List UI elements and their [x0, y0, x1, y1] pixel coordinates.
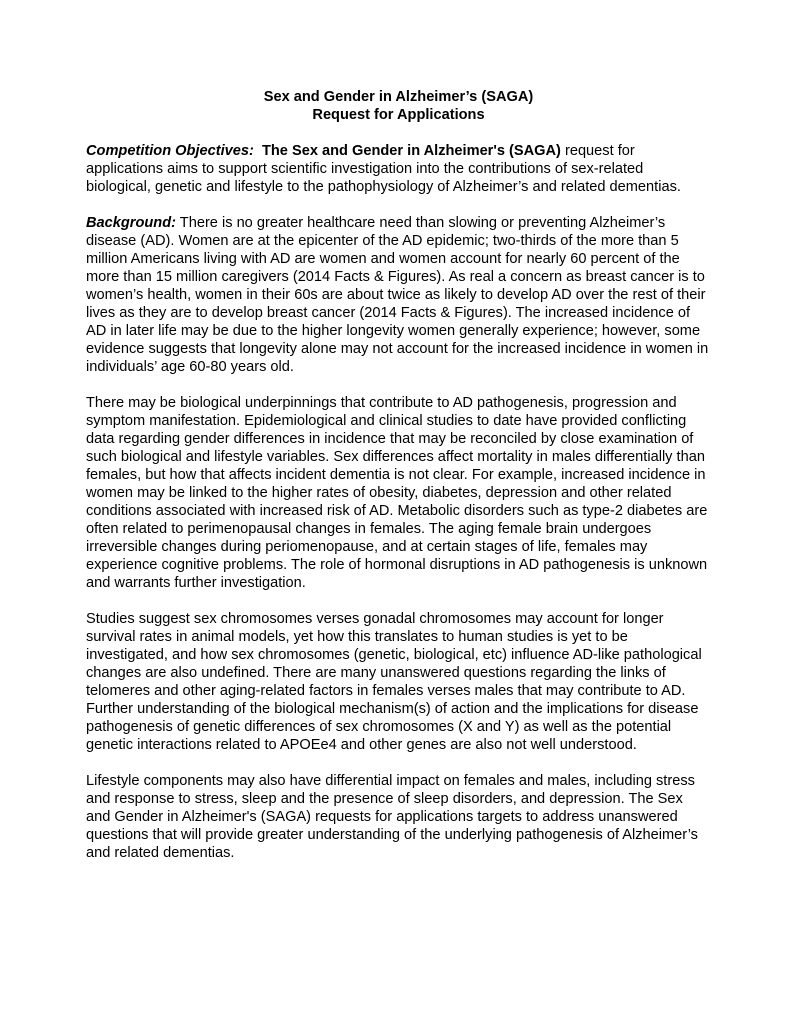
- objectives-heading: Competition Objectives:: [86, 143, 254, 159]
- biology-paragraph: There may be biological underpinnings that contribute to AD pathogenesis, progression and symptom manifestation. Epidemiological and clinical studies to date have provided conflicting data regarding gender differences in incidence that may be reconciled by close examination of such biological and lifestyle variables. Sex differences affect mortality in males differentially than females, but how that affects incident dementia is not clear. For example, increased incidence in women may be linked to the higher rates of obesity, diabetes, depression and other related conditions associated with increased risk of AD. Metabolic disorders such as type-2 diabetes are often related to perimenopausal changes in females. The aging female brain undergoes irreversible changes during periomenopause, and at certain stages of life, females may experience cognitive problems. The role of hormonal disruptions in AD pathogenesis is unknown and warrants further investigation.: [86, 395, 708, 591]
- objectives-paragraph: [86, 142, 711, 196]
- background-paragraph: [86, 214, 711, 376]
- lifestyle-paragraph: Lifestyle components may also have differential impact on females and males, including stress and response to stress, sleep and the presence of sleep disorders, and depression. The Sex and Gender in Alzheimer's (SAGA) requests for applications targets to address unanswered questions that will provide greater understanding of the underlying pathogenesis of Alzheimer’s and related dementias.: [86, 773, 698, 861]
- document-page: [86, 88, 711, 880]
- objectives-program-name: The Sex and Gender in Alzheimer's (SAGA): [261, 143, 561, 159]
- background-text: There is no greater healthcare need than slowing or preventing Alzheimer’s disease (AD). Women are at the epicenter of the AD epidemic; two-thirds of the more than 5 million Americans living with AD are women and women account for nearly 60 percent of the more than 15 million caregivers (2014 Facts & Figures). As real a concern as breast cancer is to women’s health, women in their 60s are about twice as likely to develop AD over the rest of their lives as they are to develop breast cancer (2014 Facts & Figures). The increased incidence of AD in later life may be due to the higher longevity women generally experience; however, some evidence suggests that longevity alone may not account for the increased incidence in women in individuals’ age 60-80 years old.: [86, 215, 709, 375]
- chromosomes-paragraph: Studies suggest sex chromosomes verses gonadal chromosomes may account for longer survival rates in animal models, yet how this translates to human studies is yet to be investigated, and how sex chromosomes (genetic, biological, etc) influence AD-like pathological changes are also undefined. There are many unanswered questions regarding the links of telomeres and other aging-related factors in females verses males that may contribute to AD. Further understanding of the biological mechanism(s) of action and the implications for disease pathogenesis of genetic differences of sex chromosomes (X and Y) as well as the potential genetic interactions related to APOEe4 and other genes are also not well understood.: [86, 611, 702, 753]
- document-subtitle: Request for Applications: [312, 107, 485, 123]
- document-title: Sex and Gender in Alzheimer’s (SAGA): [263, 89, 534, 105]
- objectives-text: request for applications aims to support scientific investigation into the contributions of sex-related biological, genetic and lifestyle to the pathophysiology of Alzheimer’s and related dementias.: [86, 143, 681, 195]
- background-heading: Background:: [86, 215, 176, 231]
- document-title-block: [86, 88, 711, 124]
